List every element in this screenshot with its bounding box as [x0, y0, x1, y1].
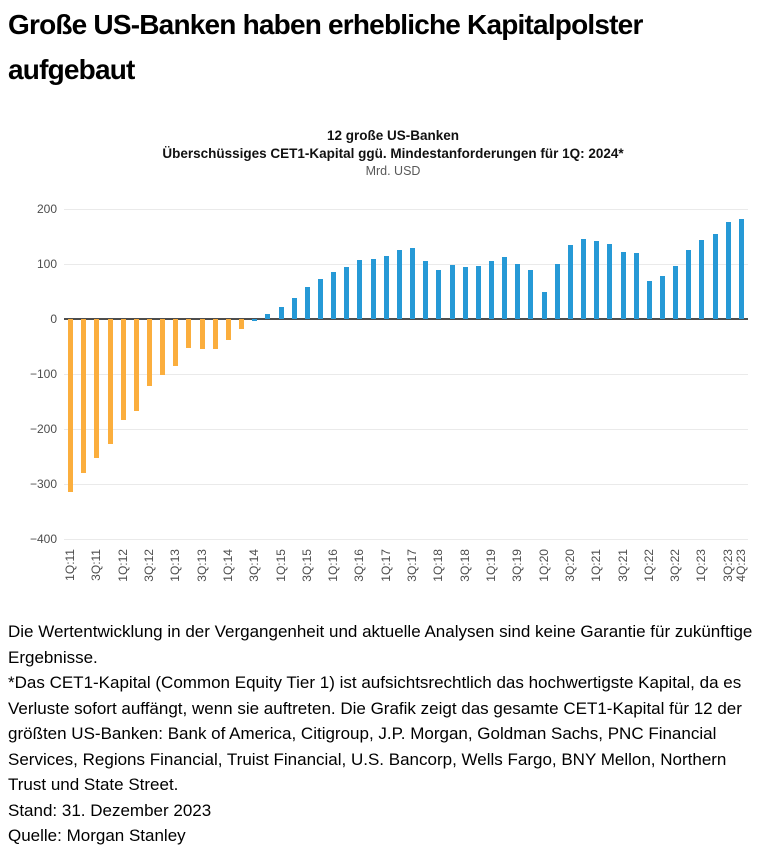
x-axis-tick-label: 3Q:20 — [562, 549, 577, 582]
x-axis-tick-label: 3Q:21 — [615, 549, 630, 582]
chart-bar-1Q:23 — [699, 240, 704, 319]
zero-line — [64, 318, 748, 320]
x-axis — [64, 545, 748, 609]
y-axis-tick-label: −400 — [29, 532, 57, 546]
chart-bar-3Q:20 — [568, 245, 573, 319]
x-axis-tick-label: 1Q:18 — [431, 549, 446, 582]
x-axis-tick-label: 3Q:14 — [247, 549, 262, 582]
y-axis-tick-label: 200 — [36, 202, 57, 216]
x-axis-tick-label: 3Q:12 — [142, 549, 156, 582]
chart-bar-4Q:16 — [371, 259, 376, 320]
x-axis-tick-label: 1Q:16 — [326, 549, 341, 582]
chart-bar-1Q:15 — [279, 307, 284, 319]
chart-bar-3Q:23 — [726, 222, 731, 319]
chart-bar-2Q:23 — [713, 234, 718, 319]
chart-bar-4Q:20 — [581, 239, 586, 319]
chart-bar-4Q:12 — [160, 319, 165, 375]
x-axis-tick-label: 1Q:23 — [694, 549, 709, 582]
x-axis-tick-label: 1Q:17 — [378, 549, 393, 582]
chart-bar-2Q:13 — [186, 319, 191, 348]
footer-source: Quelle: Morgan Stanley — [8, 826, 186, 845]
chart-bar-1Q:18 — [436, 270, 441, 319]
footer — [8, 619, 756, 849]
x-axis-tick-label: 3Q:22 — [668, 549, 683, 582]
y-axis-tick-label: 0 — [50, 312, 57, 326]
chart-bar-4Q:21 — [634, 253, 639, 319]
chart-bar-2Q:21 — [607, 244, 612, 319]
chart-bar-1Q:19 — [489, 261, 494, 319]
chart-bar-3Q:16 — [357, 260, 362, 319]
bar-chart — [0, 195, 761, 545]
gridline--100 — [64, 374, 748, 375]
chart-bar-2Q:19 — [502, 257, 507, 319]
chart-bar-2Q:18 — [450, 265, 455, 319]
chart-bar-4Q:14 — [265, 314, 270, 319]
y-axis-tick-label: −100 — [29, 367, 57, 381]
chart-bar-1Q:20 — [542, 292, 547, 319]
chart-bar-1Q:22 — [647, 281, 652, 319]
chart-bar-3Q:17 — [410, 248, 415, 319]
chart-bar-1Q:21 — [594, 241, 599, 319]
x-axis-tick-label: 3Q:18 — [457, 549, 472, 582]
chart-bar-3Q:12 — [147, 319, 152, 386]
chart-bar-3Q:22 — [673, 266, 678, 319]
chart-bar-3Q:13 — [200, 319, 205, 349]
chart-bar-4Q:15 — [318, 279, 323, 319]
chart-bar-1Q:14 — [226, 319, 231, 340]
chart-bar-2Q:15 — [292, 298, 297, 319]
footer-disclaimer: Die Wertentwicklung in der Vergangenheit und aktuelle Analysen sind keine Garantie für zukünftige Ergebnisse. — [8, 622, 753, 667]
chart-bar-4Q:18 — [476, 266, 481, 319]
chart-bar-1Q:11 — [68, 319, 73, 492]
y-axis-tick-label: −200 — [29, 422, 57, 436]
footer-as-of-date: Stand: 31. Dezember 2023 — [8, 800, 212, 820]
plot-grid-area — [64, 195, 748, 545]
chart-subtitle: Überschüssiges CET1-Kapital ggü. Mindestanforderungen für 1Q: 2024* — [162, 146, 624, 161]
chart-bar-4Q:19 — [528, 270, 533, 319]
footer-note: *Das CET1-Kapital (Common Equity Tier 1) ist aufsichtsrechtlich das hochwertigste Kapital, da es Verluste sofort auffängt, wenn sie auftreten. Die Grafik zeigt das gesamte CET1-Kapital für 12 der größten US-Banken: Bank of America, Citigroup, J.P. Morgan, Goldman Sachs, PNC Financial Services, Regions Financial, Truist Financial, U.S. Bancorp, Wells Fargo, BNY Mellon, Northern Trust und State Street. — [8, 673, 742, 794]
chart-bar-4Q:13 — [213, 319, 218, 349]
chart-bar-4Q:23 — [739, 219, 744, 319]
x-axis-tick-label: 3Q:13 — [194, 549, 209, 582]
x-axis-tick-label: 4Q:23 — [733, 549, 748, 582]
chart-bar-3Q:19 — [515, 264, 520, 319]
chart-bar-1Q:16 — [331, 272, 336, 319]
chart-bar-2Q:16 — [344, 267, 349, 319]
chart-bar-4Q:11 — [108, 319, 113, 444]
x-axis-tick-label: 1Q:13 — [168, 549, 183, 582]
chart-bar-2Q:14 — [239, 319, 244, 329]
x-axis-tick-label: 1Q:11 — [63, 549, 78, 581]
x-axis-tick-label: 1Q:12 — [115, 549, 130, 582]
chart-bar-4Q:17 — [423, 261, 428, 319]
gridline-200 — [64, 209, 748, 210]
chart-title: 12 große US-Banken — [326, 128, 460, 143]
gridline--300 — [64, 484, 748, 485]
gridline-100 — [64, 264, 748, 265]
x-axis-tick-label: 1Q:19 — [484, 549, 498, 582]
y-axis-tick-label: 100 — [36, 257, 57, 271]
chart-unit-label: Mrd. USD — [365, 164, 421, 178]
chart-bar-1Q:13 — [173, 319, 178, 366]
y-axis-tick-label: −300 — [29, 477, 57, 491]
chart-header — [38, 127, 748, 179]
x-axis-tick-label: 1Q:21 — [589, 549, 604, 582]
x-axis-tick-label: 3Q:15 — [299, 549, 314, 582]
chart-bar-2Q:20 — [555, 264, 560, 319]
x-axis-tick-label: 3Q:11 — [89, 549, 104, 581]
chart-bar-1Q:12 — [121, 319, 126, 420]
x-axis-tick-label: 3Q:19 — [510, 549, 525, 582]
page-title: Große US-Banken haben erhebliche Kapitalpolster aufgebaut — [8, 9, 643, 85]
chart-bar-2Q:17 — [397, 250, 402, 319]
chart-bar-1Q:17 — [384, 256, 389, 319]
gridline--200 — [64, 429, 748, 430]
x-axis-tick-label: 1Q:22 — [641, 549, 656, 582]
chart-bar-3Q:21 — [621, 252, 626, 319]
chart-bar-2Q:11 — [81, 319, 86, 473]
x-axis-tick-label: 3Q:16 — [352, 549, 367, 582]
chart-bar-3Q:15 — [305, 287, 310, 319]
x-axis-tick-label: 1Q:20 — [536, 549, 551, 582]
y-axis — [0, 195, 57, 545]
chart-bar-3Q:14 — [252, 319, 257, 321]
chart-bar-3Q:18 — [463, 267, 468, 319]
x-axis-tick-label: 1Q:15 — [273, 549, 288, 582]
x-axis-tick-label: 1Q:14 — [220, 549, 235, 582]
chart-bar-4Q:22 — [686, 250, 691, 319]
chart-bar-3Q:11 — [94, 319, 99, 458]
chart-bar-2Q:12 — [134, 319, 139, 411]
chart-bar-2Q:22 — [660, 276, 665, 319]
gridline--400 — [64, 539, 748, 540]
x-axis-tick-label: 3Q:17 — [405, 549, 420, 582]
x-axis-tick-label: 3Q:23 — [720, 549, 735, 582]
